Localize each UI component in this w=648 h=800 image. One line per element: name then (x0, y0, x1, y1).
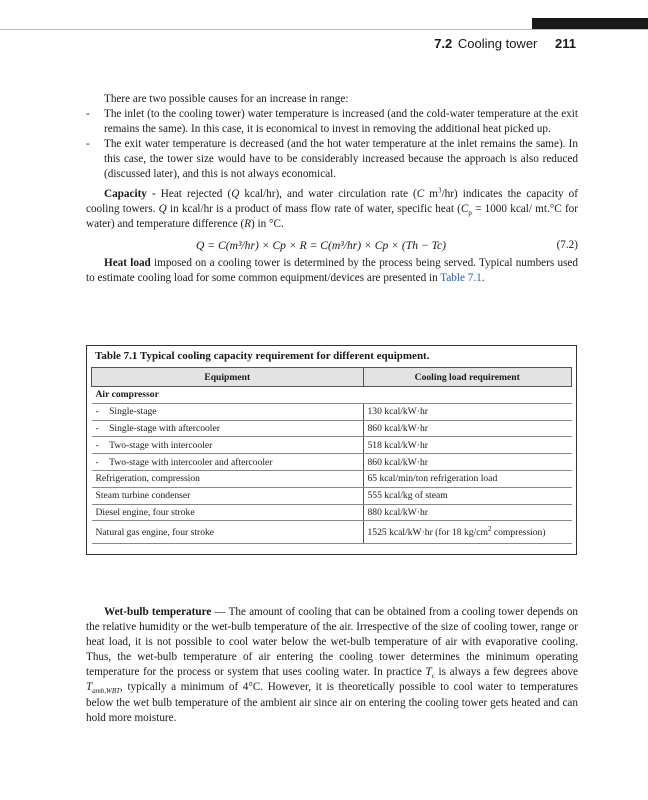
equation-number: (7.2) (556, 238, 578, 251)
list-item: - The inlet (to the cooling tower) water temperature is increased (and the cold-water temperature at the exit remains the same). In this case, it is economical to invest in removing the additional heat picked up. (86, 108, 578, 136)
table-row: - Two-stage with intercooler 518 kcal/kW·hr (92, 437, 572, 454)
upper-text (86, 92, 578, 286)
cooling-capacity-table (86, 345, 577, 555)
wet-bulb-paragraph: Wet-bulb temperature — The amount of cooling that can be obtained from a cooling tower depends on the relative humidity or the wet-bulb temperature of the air. Irrespective of the size of cooling tower, range or heat load, it is not possible to cool water below the wet-bulb temperature of air with evaporative cooling. Thus, the wet-bulb temperature of air entering the cooling tower determines the minimum operating temperature for the process or system that uses cooling water. In practice $T_c$ is always a few degrees above $T_{amb,WBT}$, typically a minimum of 4°C. However, it is theoretically possible to cool water to temperatures below the wet bulb temperature of the ambient air since air on entering the cooling tower gets heated and can hold more moisture. (86, 606, 578, 724)
lower-text (86, 605, 578, 726)
equation-7-2 (86, 236, 578, 256)
table-row: - Single-stage with aftercooler 860 kcal/kW·hr (92, 420, 572, 437)
page-number: 211 (555, 36, 576, 51)
table (91, 367, 572, 544)
table-row: - Two-stage with intercooler and aftercooler 860 kcal/kW·hr (92, 454, 572, 471)
col-header-equipment: Equipment (92, 368, 364, 387)
table-row: - Single-stage 130 kcal/kW·hr (92, 403, 572, 420)
table-row: Natural gas engine, four stroke 1525 kcal/kW·hr (for 18 $kg/cm^2$ compression) (92, 521, 572, 544)
col-header-load: Cooling load requirement (363, 368, 572, 387)
table-row: Steam turbine condenser 555 kcal/kg of steam (92, 487, 572, 504)
header-rule (0, 29, 648, 30)
table-group-row: Air compressor (92, 387, 572, 404)
heat-load-paragraph: Heat load imposed on a cooling tower is determined by the process being served. Typical numbers used to estimate cooling load for some common equipment/devices are presented in Table 7.1. (86, 256, 578, 284)
list-item: - The exit water temperature is decreased (and the hot water temperature at the inlet remains the same). In this case, the tower size would have to be considerably increased because the approach is also reduced (discussed later), and this is not always economical. (86, 138, 578, 181)
section-title: Cooling tower (457, 36, 538, 51)
equation-formula: Q = C(m³/hr) × Cp × R = C(m³/hr) × Cp × (Th − Tc) (196, 238, 447, 252)
table-row: Refrigeration, compression 65 kcal/min/ton refrigeration load (92, 470, 572, 487)
range-causes-list (86, 107, 578, 182)
table-caption: Table 7.1 Typical cooling capacity requirement for different equipment. (95, 350, 430, 362)
intro-paragraph: There are two possible causes for an increase in range: (104, 93, 349, 105)
running-header (434, 36, 576, 51)
section-number: 7.2 (434, 36, 453, 51)
capacity-paragraph: Capacity - Heat rejected (Q kcal/hr), and water circulation rate (C $m^3/hr$) indicates the capacity of cooling towers. Q in kcal/hr is a product of mass flow rate of water, specific heat ($C_p = 1000$ kcal/ mt.°C for water) and temperature difference (R) in °C. (86, 185, 579, 230)
table-link[interactable]: Table 7.1 (440, 271, 482, 284)
table-row: Diesel engine, four stroke 880 kcal/kW·hr (92, 504, 572, 521)
